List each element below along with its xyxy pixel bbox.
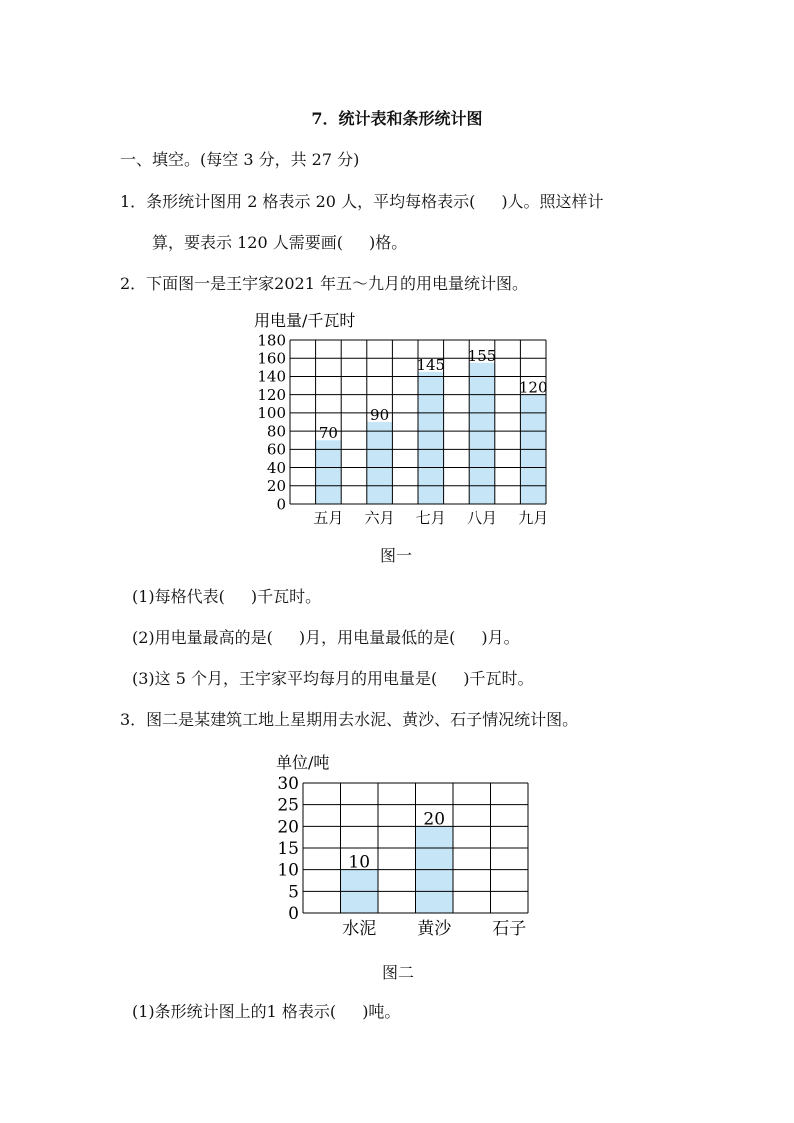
q2-sub1-a: (1)每格代表( <box>132 587 225 606</box>
category-label: 五月 <box>313 509 344 527</box>
y-tick-label: 10 <box>277 860 299 881</box>
category-label: 九月 <box>518 509 549 527</box>
category-label: 石子 <box>492 919 527 939</box>
y-tick-label: 5 <box>288 882 299 903</box>
y-tick-label: 0 <box>276 495 286 514</box>
chart-2-y-label: 单位/吨 <box>276 753 330 772</box>
q2-sub2-c: )月。 <box>481 628 520 647</box>
bar <box>367 422 393 504</box>
y-tick-label: 20 <box>266 477 286 496</box>
q2-sub2-a: (2)用电量最高的是( <box>132 628 273 647</box>
q3-sub1-b: )吨。 <box>362 1002 401 1021</box>
value-label: 90 <box>370 406 390 424</box>
question-1-line-1 <box>120 192 604 212</box>
bar <box>418 372 444 504</box>
y-tick-label: 40 <box>266 458 286 477</box>
y-tick-label: 15 <box>277 838 299 859</box>
q1-text-c: 算，要表示 120 人需要画( <box>152 233 343 252</box>
y-tick-label: 140 <box>257 367 286 386</box>
y-tick-label: 60 <box>266 440 286 459</box>
question-3-sub-1 <box>132 1002 400 1022</box>
value-label: 20 <box>423 809 446 830</box>
value-label: 10 <box>348 852 371 873</box>
section-heading: 一、填空。(每空 3 分，共 27 分) <box>120 150 360 169</box>
value-label: 70 <box>318 424 338 443</box>
q2-sub3-a: (3)这 5 个月，王宇家平均每月的用电量是( <box>132 669 438 688</box>
q2-sub1-b: )千瓦时。 <box>250 587 322 606</box>
y-tick-label: 160 <box>257 349 286 368</box>
materials-chart <box>260 748 550 944</box>
y-tick-label: 100 <box>257 404 286 423</box>
q2-sub2-b: )月，用电量最低的是( <box>298 628 456 647</box>
y-tick-label: 180 <box>257 331 286 350</box>
q3-sub1-a: (1)条形统计图上的1 格表示( <box>132 1002 337 1021</box>
chart-2-caption: 图二 <box>382 963 415 982</box>
category-label: 黄沙 <box>417 919 452 939</box>
question-1-line-2 <box>152 233 407 253</box>
chart-1-caption: 图一 <box>380 546 413 565</box>
value-label: 155 <box>467 346 497 365</box>
q1-text-d: )格。 <box>368 233 408 252</box>
value-label: 120 <box>518 378 548 397</box>
category-label: 六月 <box>364 509 395 527</box>
electricity-chart <box>240 304 560 534</box>
q1-text-b: )人。照这样计 <box>501 192 604 211</box>
question-2-sub-2 <box>132 628 520 648</box>
question-3-intro: 3．图二是某建筑工地上星期用去水泥、黄沙、石子情况统计图。 <box>120 710 579 729</box>
q2-sub3-b: )千瓦时。 <box>463 669 534 688</box>
category-label: 八月 <box>466 509 498 527</box>
question-2-sub-1 <box>132 587 321 607</box>
y-tick-label: 20 <box>277 817 299 838</box>
y-tick-label: 0 <box>288 903 299 924</box>
y-tick-label: 30 <box>277 773 299 794</box>
category-label: 七月 <box>415 509 446 527</box>
value-label: 145 <box>416 355 446 374</box>
page-title: 7．统计表和条形统计图 <box>311 109 483 128</box>
bar <box>469 363 495 504</box>
y-tick-label: 80 <box>266 422 286 441</box>
y-tick-label: 25 <box>277 795 299 816</box>
question-2-sub-3 <box>132 669 534 689</box>
category-label: 水泥 <box>342 919 377 939</box>
chart-1-y-label: 用电量/千瓦时 <box>254 311 356 330</box>
y-tick-label: 120 <box>257 385 286 404</box>
question-2-intro: 2．下面图一是王宇家2021 年五～九月的用电量统计图。 <box>120 274 528 293</box>
q1-text-a: 1．条形统计图用 2 格表示 20 人，平均每格表示( <box>120 192 476 211</box>
